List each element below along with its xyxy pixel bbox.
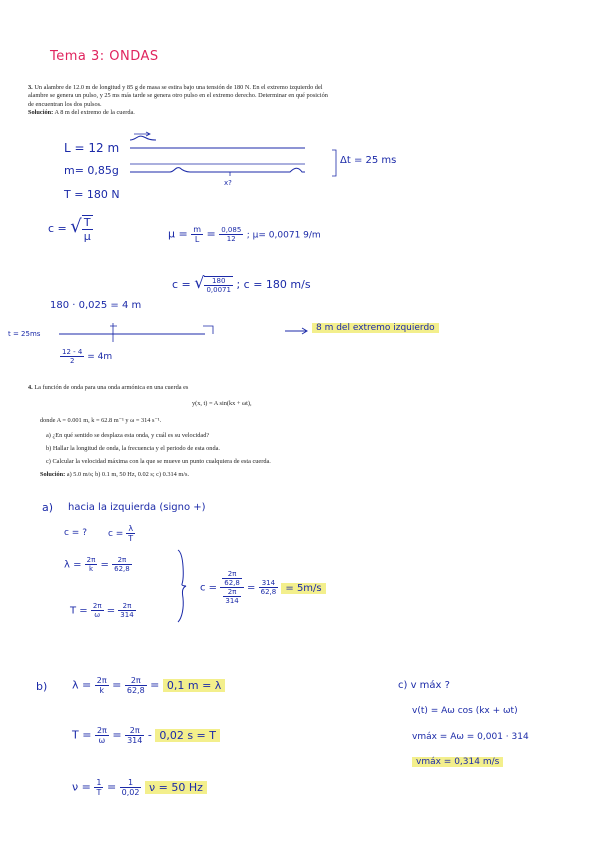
distance-calc: 180 · 0,025 = 4 m xyxy=(50,300,142,311)
question-b: b) Hallar la longitud de onda, la frecuencia y el periodo de esta onda. xyxy=(46,445,220,452)
problem-4-statement: 4. La función de onda para una onda armónica en una cuerda es xyxy=(28,384,189,391)
page-title: Tema 3: ONDAS xyxy=(50,49,159,64)
velocity-function: v(t) = Aω cos (kx + ωt) xyxy=(412,706,518,716)
c-definition: c = $\frac{\lambda}{T}$ xyxy=(108,524,134,543)
vmax-calc: vmáx = Aω = 0,001 · 314 xyxy=(412,732,529,742)
period-a: T = $\frac{2\pi}{\omega}$ = $\frac{2\pi}{314}$ xyxy=(70,602,134,619)
meeting-diagram xyxy=(55,318,225,348)
brace-icon xyxy=(176,548,188,624)
lambda-b: λ = $\frac{2\pi}{k}$ = $\frac{2\pi}{62,8}$ = 0,1 m = λ xyxy=(72,676,225,695)
c-question: c = ? xyxy=(64,528,87,538)
pulse-diagram xyxy=(120,130,350,190)
frequency-b: ν = $\frac{1}{T}$ = $\frac{1}{0,02}$ ν = 50 Hz xyxy=(72,778,207,797)
velocity-formula: c = √ $\frac{T}{\mu}$ xyxy=(48,216,91,243)
question-a: a) ¿En qué sentido se desplaza esta onda, y cuál es su velocidad? xyxy=(46,432,210,439)
c-big-calc: c = $\frac{\frac{2\pi}{62,8}}{\frac{2\pi}{314}}$ = $\frac{314}{62,8}$ = 5m/s xyxy=(200,570,326,605)
lambda-a: λ = $\frac{2\pi}{k}$ = $\frac{2\pi}{62,8}$ xyxy=(64,556,130,573)
part-b-label: b) xyxy=(36,680,48,693)
part-c-label: c) v máx ? xyxy=(398,680,450,691)
mu-calculation: μ = $\frac{m}{L}$ = $\frac{0,085}{12}$ ; μ= 0,0071 9/m xyxy=(168,225,321,244)
direction-note: hacia la izquierda (signo +) xyxy=(68,502,206,513)
question-c: c) Calcular la velocidad máxima con la que se mueve un punto cualquiera de esta cuerda. xyxy=(46,458,271,465)
vmax-result: vmáx = 0,314 m/s xyxy=(412,757,503,767)
half-distance-calc: $\frac{12 - 4}{2}$ = 4m xyxy=(62,348,113,365)
given-mass: m= 0,85g xyxy=(64,164,119,177)
given-delta-t: Δt = 25 ms xyxy=(340,155,397,166)
given-tension: T = 180 N xyxy=(64,188,120,201)
time-label: t = 25ms xyxy=(8,330,41,338)
c-calculation: c = √ $\frac{180}{0,0071}$ ; c = 180 m/s xyxy=(172,273,311,294)
problem-3-statement: 3. Un alambre de 12.0 m de longitud y 85 g de masa se estira bajo una tensión de 180 N. En el extremo izquierdo del alambre se genera un pulso, y 25 ms más tarde se genera otro pulso en el extremo derecho. Determinar en qué posición de encuentran los dos pulsos. Solución: A 8 m del extremo de la cuerda. xyxy=(28,84,328,117)
period-b: T = $\frac{2\pi}{\omega}$ = $\frac{2\pi}{314}$ - 0,02 s = T xyxy=(72,726,220,745)
answer-problem-3: 8 m del extremo izquierdo xyxy=(312,323,439,333)
problem-4-parameters: donde A = 0.001 m, k = 62.8 m⁻¹ y ω = 314 s⁻¹. xyxy=(40,417,162,424)
wave-equation: y(x, t) = A sin(kx + ωt), xyxy=(192,400,252,407)
arrow-icon xyxy=(284,326,310,336)
x-mark-label: x? xyxy=(224,179,232,187)
given-length: L = 12 m xyxy=(64,141,120,155)
problem-4-solution: Solución: a) 5.0 m/s; b) 0.1 m, 50 Hz, 0.02 s; c) 0.314 m/s. xyxy=(40,471,190,478)
part-a-label: a) xyxy=(42,501,54,514)
